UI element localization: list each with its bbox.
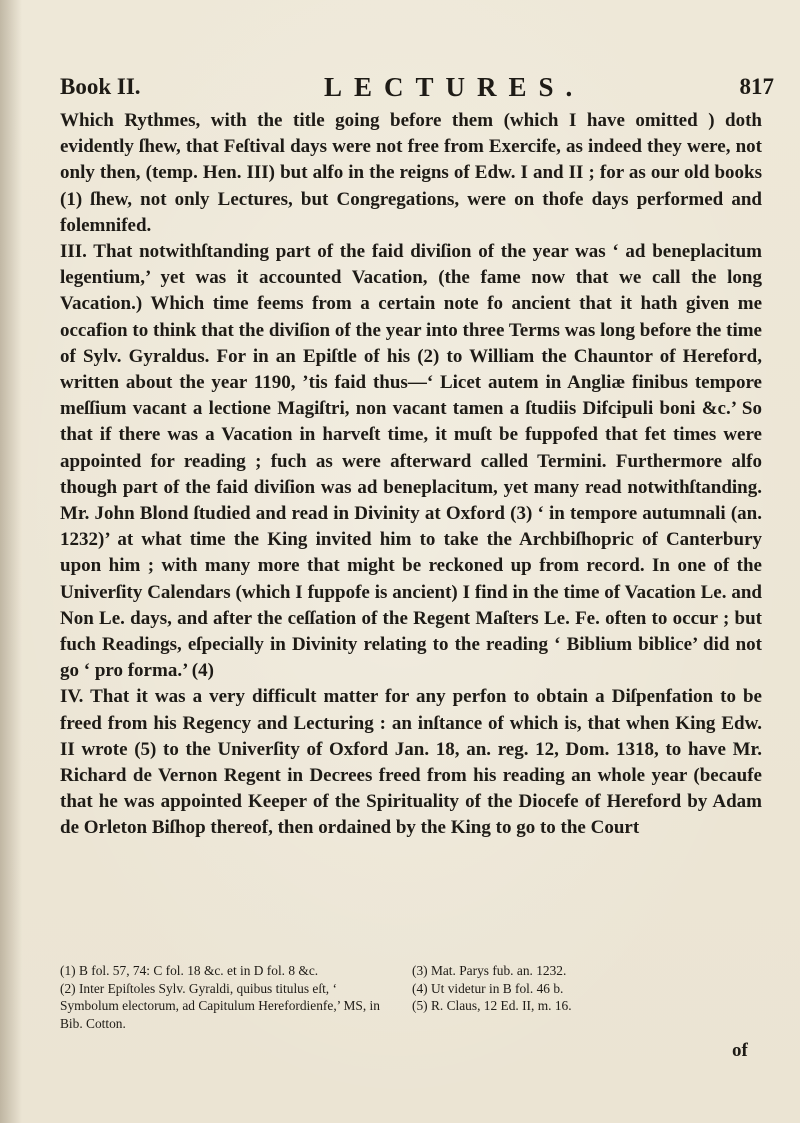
footnote-1: (1) B fol. 57, 74: C fol. 18 &c. et in D fol. 8 &c. xyxy=(60,963,319,978)
running-header xyxy=(60,72,774,106)
footnote-2: (2) Inter Epiſtoles Sylv. Gyraldi, quibus titulus eſt, ‘ Symbolum electorum, ad Capitulum Herefordienfe,’ MS, in Bib. Cotton. xyxy=(60,980,380,1031)
header-book-label: Book II. xyxy=(60,74,141,99)
footnotes-right-column xyxy=(412,962,762,1032)
footnotes-left-column xyxy=(60,962,394,1032)
page-number: 817 xyxy=(739,74,774,99)
paragraph-1: Which Rythmes, with the title going before them (which I have omitted ) doth evidently ſhew, that Feſtival days were not free from Exercife, as indeed they were, not only then, (temp. Hen. III) but alfo in the reigns of Edw. I and II ; for as our old books (1) ſhew, not only Lectures, but Congregations, were on thofe days performed and folemnifed. xyxy=(60,110,762,236)
page-gutter-shadow xyxy=(0,0,22,1123)
catchword: of xyxy=(732,1040,748,1061)
main-text xyxy=(60,108,762,842)
header-title: LECTURES. xyxy=(324,72,585,102)
footnote-3: (3) Mat. Parys fub. an. 1232. xyxy=(412,963,567,978)
footnote-4: (4) Ut videtur in B fol. 46 b. xyxy=(412,980,564,996)
footnote-5: (5) R. Claus, 12 Ed. II, m. 16. xyxy=(412,998,572,1013)
footnotes xyxy=(60,962,762,1032)
paragraph-2: III. That notwithſtanding part of the faid diviſion of the year was ‘ ad beneplacitum legentium,’ yet was it accounted Vacation, (the fame now that we call the long Vacation.) Which time feems from a certain note fo ancient that it hath given me occafion to think that the diviſion of the year into three Terms was long before the time of Sylv. Gyraldus. For in an Epiſtle of his (2) to William the Chauntor of Hereford, written about the year 1190, ’tis faid thus—‘ Licet autem in Angliæ finibus tempore meſſium vacant a lectione Magiſtri, non vacant tamen a ſtudiis Difcipuli boni &c.’ So that if there was a Vacation in harveſt time, it muſt be fuppofed that fet times were appointed for reading ; fuch as were afterward called Termini. Furthermore alfo though part of the faid diviſion was ad beneplacitum, yet many read notwithſtanding. Mr. John Blond ſtudied and read in Divinity at Oxford (3) ‘ in tempore autumnali (an. 1232)’ at what time the King invited him to take the Archbiſhopric of Canterbury upon him ; with many more that might be reckoned up from record. In one of the Univerſity Calendars (which I fuppofe is ancient) I find in the time of Vacation Le. and Non Le. days, and after the ceſſation of the Regent Maſters Le. Fe. often to occur ; but fuch Readings, eſpecially in Divinity relating to the reading ‘ Biblium biblice’ did not go ‘ pro forma.’ (4) xyxy=(60,241,762,682)
paragraph-3: IV. That it was a very difficult matter for any perfon to obtain a Diſpenfation to be freed from his Regency and Lecturing : an inſtance of which is, that when King Edw. II wrote (5) to the Univerſity of Oxford Jan. 18, an. reg. 12, Dom. 1318, to have Mr. Richard de Vernon Regent in Decrees freed from his reading an whole year (becaufe that he was appointed Keeper of the Spirituality of the Diocefe of Hereford by Adam de Orleton Biſhop thereof, then ordained by the King to go to the Court xyxy=(60,686,762,839)
